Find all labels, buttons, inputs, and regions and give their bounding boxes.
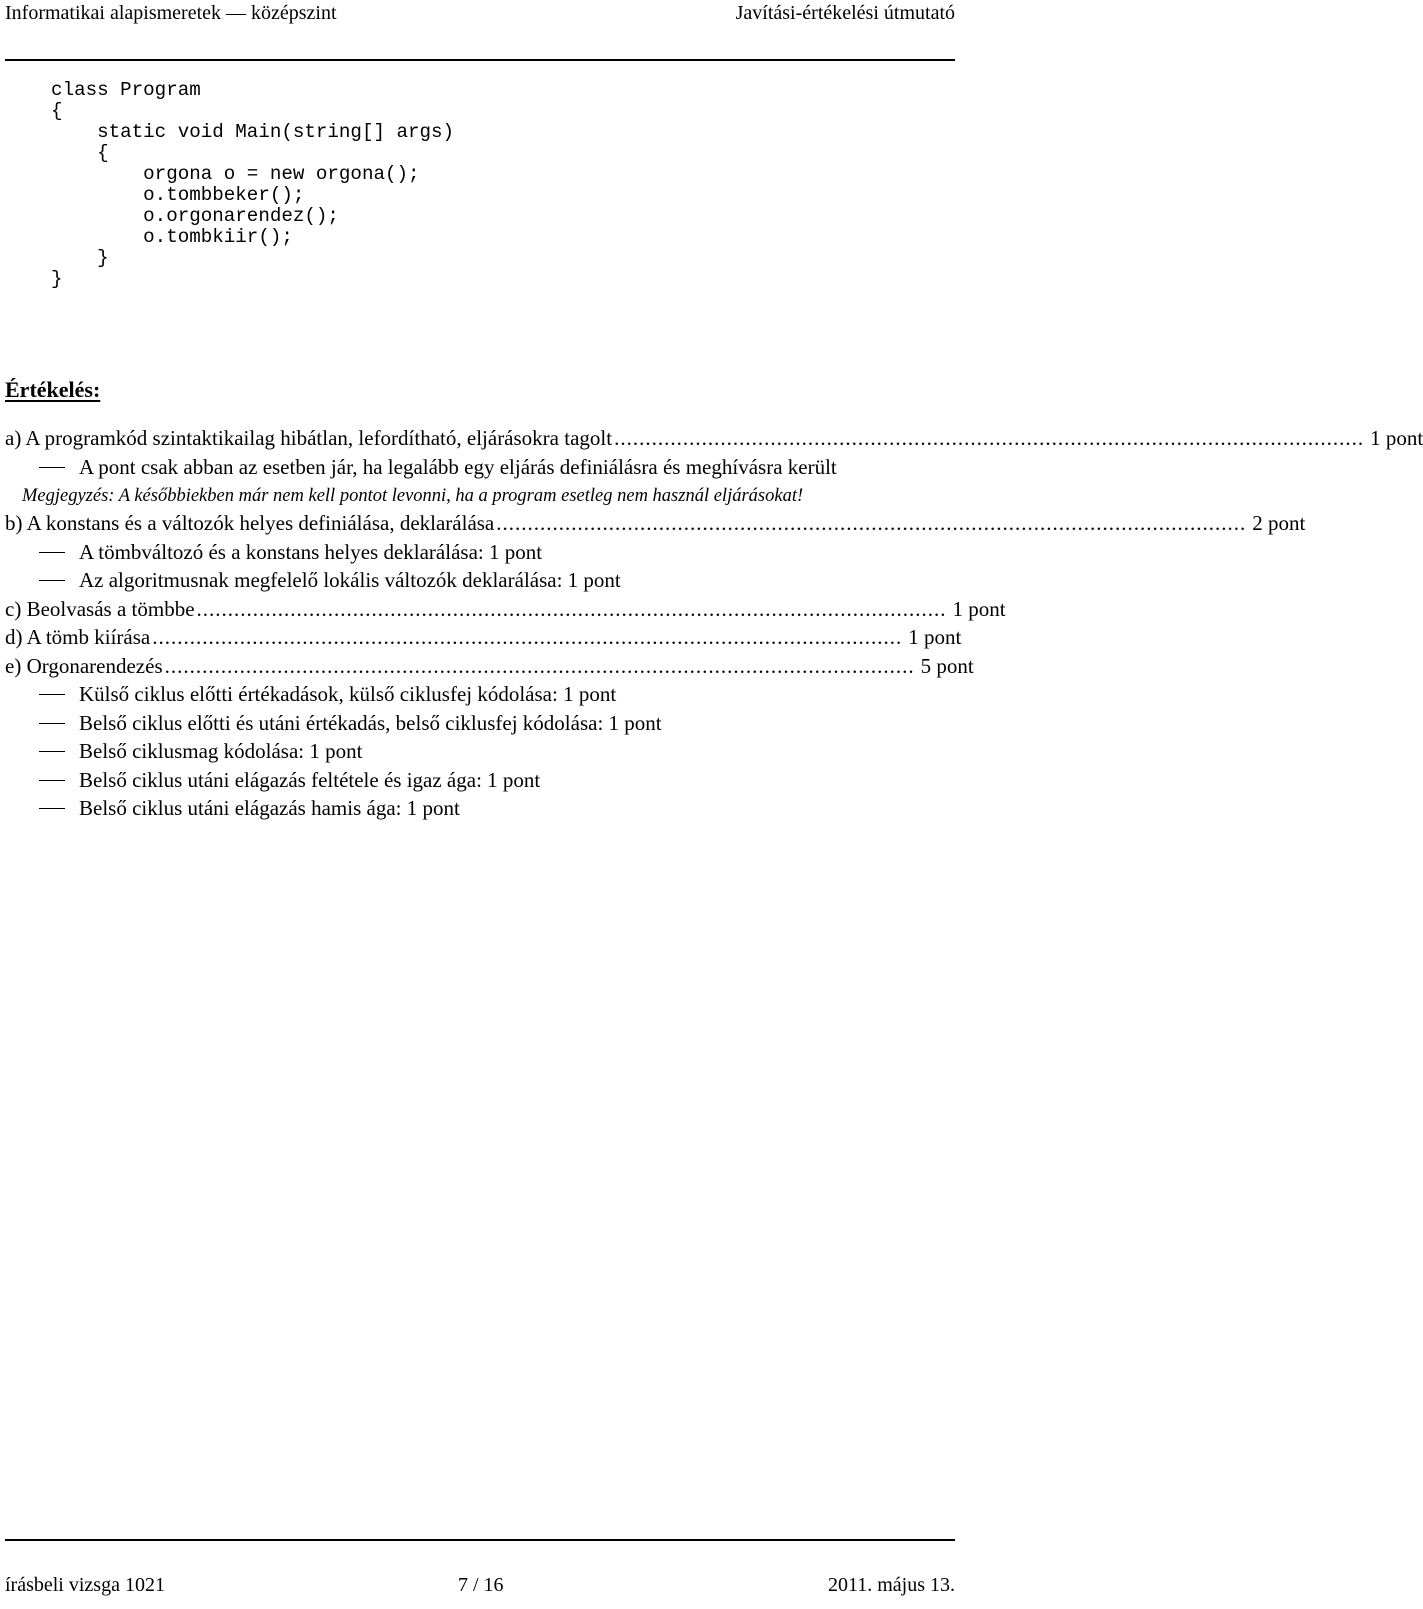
item-e-criterion-2: Belső ciklus előtti és utáni értékadás, belső ciklusfej kódolása: 1 pont [5,709,942,738]
header-divider [5,59,955,61]
item-b-points: 2 pont [1252,511,1306,535]
item-e-criterion-1: Külső ciklus előtti értékadások, külső ciklusfej kódolása: 1 pont [5,680,942,709]
footer-divider [5,1539,955,1541]
item-a-points: 1 pont [1370,426,1423,450]
item-e-criterion-3: Belső ciklusmag kódolása: 1 pont [5,737,942,766]
footer-date: 2011. május 13. [827,1574,955,1596]
item-c-label: c) Beolvasás a tömbbe [5,596,195,621]
item-b-criterion-1: A tömbváltozó és a konstans helyes deklarálása: 1 pont [5,538,942,567]
item-e-points: 5 pont [920,653,974,678]
scoring-list [5,424,1423,823]
item-e [5,652,974,681]
header-left: Informatikai alapismeretek — középszint [5,2,337,24]
item-d-label: d) A tömb kiírása [5,625,151,649]
item-e-criterion-5: Belső ciklus utáni elágazás hamis ága: 1 pont [5,794,942,823]
leader-dots: ........................................................................................................................ [152,625,903,649]
leader-dots: ........................................................................................................................ [496,511,1247,535]
item-c-points: 1 pont [952,596,1006,621]
header-right: Javítási-értékelési útmutató [735,2,955,24]
page-number: 7 / 16 [458,1574,504,1596]
item-a-label: a) A programkód szintaktikailag hibátlan, lefordítható, eljárásokra tagolt [5,426,613,450]
item-b-label: b) A konstans és a változók helyes definiálása, deklarálása [5,511,495,535]
item-e-label: e) Orgonarendezés [5,653,163,678]
leader-dots: ........................................................................................................................ [614,426,1365,450]
item-d [5,623,962,652]
page-header [5,2,955,32]
footer-left: írásbeli vizsga 1021 [5,1574,165,1596]
leader-dots: ........................................................................................................................ [196,596,947,621]
item-d-points: 1 pont [908,625,962,649]
item-b [5,509,1306,538]
note: Megjegyzés: A későbbiekben már nem kell pontot levonni, ha a program esetleg nem használ eljárásokat! [22,486,804,506]
evaluation-title: Értékelés: [5,377,101,402]
leader-dots: ........................................................................................................................ [164,653,915,678]
item-b-criterion-2: Az algoritmusnak megfelelő lokális változók deklarálása: 1 pont [5,566,942,595]
item-e-criterion-4: Belső ciklus utáni elágazás feltétele és igaz ága: 1 pont [5,766,942,795]
item-a-criterion: A pont csak abban az esetben jár, ha legalább egy eljárás definiálásra és meghívásra került [5,453,942,482]
item-a [5,424,1423,453]
code-block: class Program { static void Main(string[] args) { orgona o = new orgona(); o.tombbeker(); o.orgonarendez(); o.tombkiir(); } } [51,79,455,290]
item-c [5,595,1006,624]
